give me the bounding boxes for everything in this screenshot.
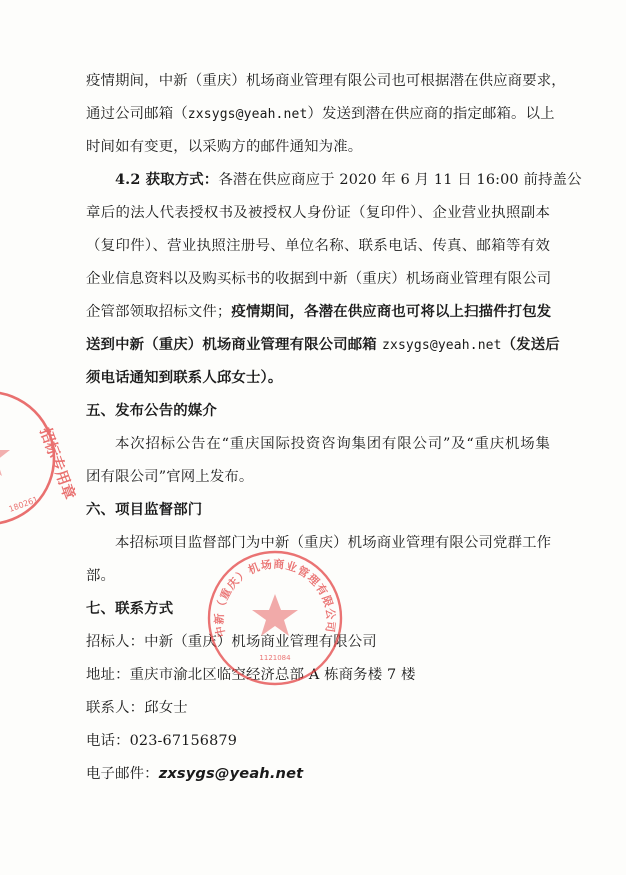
para2-line5-a: 企管部领取招标文件； bbox=[86, 304, 232, 320]
left-seal-stamp bbox=[0, 390, 79, 526]
section6-line1: 本招标项目监督部门为中新（重庆）机场商业管理有限公司党群工作 bbox=[115, 535, 552, 551]
para2-line1-rest: 各潜在供应商应于 2020 年 6 月 11 日 16:00 前持盖公 bbox=[218, 172, 582, 188]
left-stamp-number: 180261 bbox=[7, 494, 40, 514]
para2-email: zxsygs@yeah.net bbox=[381, 338, 502, 353]
phone: 电话：023-67156879 bbox=[86, 733, 237, 749]
para1-line1: 疫情期间，中新（重庆）机场商业管理有限公司也可根据潜在供应商要求， bbox=[86, 73, 566, 89]
para2-line7: 须电话通知到联系人邱女士）。 bbox=[86, 369, 283, 386]
section5-line1: 本次招标公告在“重庆国际投资咨询集团有限公司”及“重庆机场集 bbox=[115, 436, 550, 452]
section5-line2: 团有限公司”官网上发布。 bbox=[86, 469, 254, 485]
para1-line3: 时间如有变更，以采购方的邮件通知为准。 bbox=[86, 139, 363, 155]
address: 地址：重庆市渝北区临空经济总部 A 栋商务楼 7 楼 bbox=[86, 667, 416, 683]
para1-line2-b: ）发送到潜在供应商的指定邮箱。以上 bbox=[307, 106, 555, 122]
email-label: 电子邮件： bbox=[86, 766, 159, 782]
contact-person: 联系人：邱女士 bbox=[86, 700, 188, 716]
para2-line3: （复印件）、营业执照注册号、单位名称、联系电话、传真、邮箱等有效 bbox=[86, 238, 550, 254]
section6-line2: 部。 bbox=[86, 568, 116, 584]
email-value: zxsygs@yeah.net bbox=[158, 765, 304, 782]
section7-heading: 七、联系方式 bbox=[86, 600, 174, 617]
tenderer: 招标人：中新（重庆）机场商业管理有限公司 bbox=[86, 634, 377, 650]
para2-line2: 章后的法人代表授权书及被授权人身份证（复印件）、企业营业执照副本 bbox=[86, 205, 550, 221]
section5-heading: 五、发布公告的媒介 bbox=[86, 402, 217, 419]
center-stamp-number: 1121084 bbox=[259, 654, 291, 662]
para1-line2 bbox=[86, 104, 555, 125]
para2-line6-b: （发送后 bbox=[501, 336, 560, 353]
center-stamp-text: 中新（重庆）机场商业管理有限公司 bbox=[212, 557, 338, 639]
para2-label: 4.2 获取方式： bbox=[115, 171, 219, 188]
para1-line2-a: 通过公司邮箱（ bbox=[86, 106, 188, 122]
para2-line6-a: 送到中新（重庆）机场商业管理有限公司邮箱 bbox=[86, 336, 382, 353]
para2-line6 bbox=[86, 335, 560, 356]
para1-email: zxsygs@yeah.net bbox=[187, 107, 308, 122]
para2-line5 bbox=[86, 302, 550, 322]
left-stamp-text: 招标专用章 bbox=[36, 425, 79, 502]
para2-line5-b: 疫情期间，各潜在供应商也可将以上扫描件打包发 bbox=[231, 303, 552, 320]
section6-heading: 六、项目监督部门 bbox=[86, 501, 203, 518]
email-line bbox=[86, 764, 550, 784]
para2-line1 bbox=[115, 170, 582, 190]
para2-line4: 企业信息资料以及购买标书的收据到中新（重庆）机场商业管理有限公司 bbox=[86, 271, 552, 287]
